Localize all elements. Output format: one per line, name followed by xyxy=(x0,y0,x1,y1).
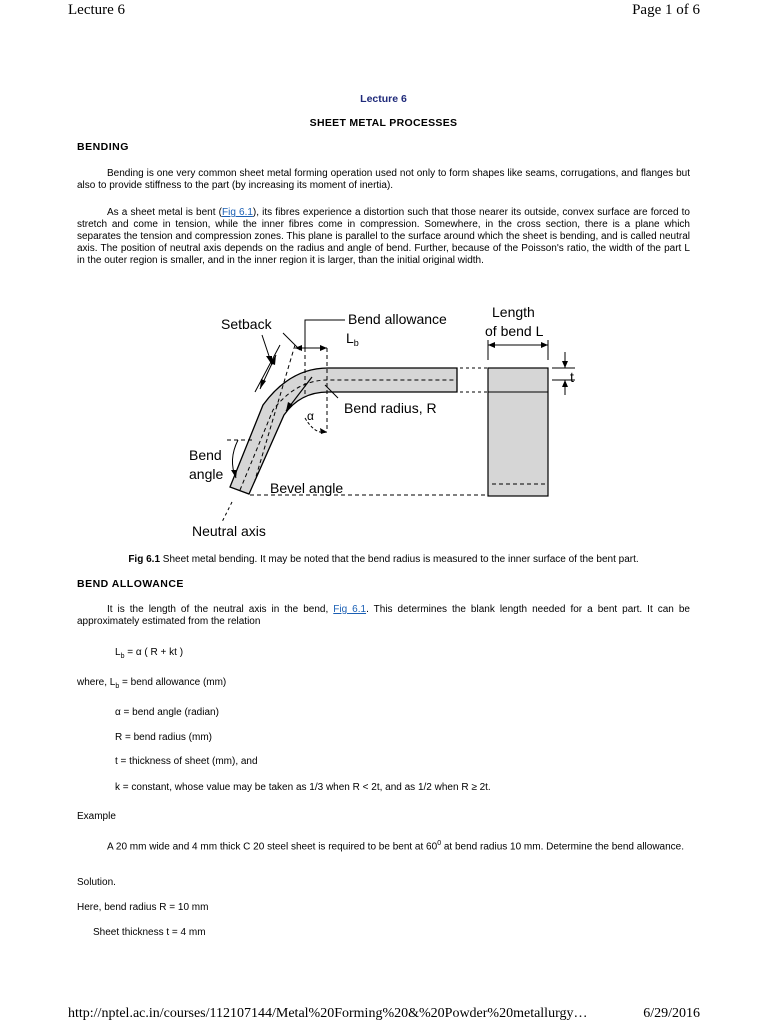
fig-6-1-link-2[interactable]: Fig 6.1 xyxy=(333,604,367,615)
where-definition: where, $L_b$ = bend allowance (mm) xyxy=(77,677,227,690)
label-bend-radius: Bend radius, R xyxy=(344,400,437,416)
label-lb: $L_b$ xyxy=(346,330,359,348)
def-t: t = thickness of sheet (mm), and xyxy=(115,756,258,767)
paragraph-bend-allowance xyxy=(77,604,690,628)
paragraph-neutral-axis xyxy=(77,207,690,267)
solution-line-1: Here, bend radius R = 10 mm xyxy=(77,902,209,913)
footer-url: http://nptel.ac.in/courses/112107144/Metal%20Forming%20&%20Powder%20metallurgy… xyxy=(68,1006,588,1021)
section-heading-bending: BENDING xyxy=(77,141,129,153)
lecture-title: Lecture 6 xyxy=(360,93,407,105)
label-bend-angle-2: angle xyxy=(189,466,224,482)
caption-label: Fig 6.1 xyxy=(128,554,161,565)
label-bend-angle-1: Bend xyxy=(189,447,222,463)
label-bevel-angle: Bevel angle xyxy=(270,480,344,496)
label-setback: Setback xyxy=(221,316,272,332)
label-length-line2: of bend L xyxy=(485,323,544,339)
label-bend-allowance: Bend allowance xyxy=(348,311,447,327)
text: ), its fibres experience a distortion such that those nearer its outside, convex surface are forced to stretch and come in tension, while the inner fibres come in compression. Somewhere, in the cross section, there is a plane which separates the tension and compression zones. This plane is parallel to the surface around which the sheet is bending, and is called neutral axis. The position of neutral axis depends on the radius and angle of bend. Further, because of the Poisson's ratio, the width of the part L in the outer region is smaller, and in the inner region it is larger, than the initial original width. xyxy=(77,207,690,266)
def-r: R = bend radius (mm) xyxy=(115,732,212,743)
footer-date: 6/29/2016 xyxy=(643,1006,700,1021)
figure-caption xyxy=(77,554,690,566)
header-left: Lecture 6 xyxy=(68,2,126,18)
fig-6-1-link[interactable]: Fig 6.1 xyxy=(221,207,253,218)
text: As a sheet metal is bent ( xyxy=(107,207,222,218)
header-page-number: Page 1 of 6 xyxy=(632,2,700,18)
example-label: Example xyxy=(77,811,116,822)
label-neutral-axis: Neutral axis xyxy=(192,523,266,539)
def-k: k = constant, whose value may be taken as 1/3 when R < 2t, and as 1/2 when R ≥ 2t. xyxy=(115,782,491,793)
chapter-title: SHEET METAL PROCESSES xyxy=(309,117,458,129)
solution-label: Solution. xyxy=(77,877,116,888)
section-heading-bend-allowance: BEND ALLOWANCE xyxy=(77,578,184,590)
solution-line-2: Sheet thickness t = 4 mm xyxy=(93,927,206,938)
text: It is the length of the neutral axis in the bend, xyxy=(107,604,334,615)
label-thickness: t xyxy=(570,369,574,385)
example-text: A 20 mm wide and 4 mm thick C 20 steel sheet is required to be bent at $60^0$ at bend radius 10 mm. Determine the bend allowance. xyxy=(107,840,685,853)
side-view-rectangle xyxy=(488,368,548,496)
text: . This determines the blank length needed for a bent part. It can be approximately estimated from the relation xyxy=(77,604,690,627)
caption-text: Sheet metal bending. It may be noted that the bend radius is measured to the inner surface of the bent part. xyxy=(160,554,639,565)
label-length-line1: Length xyxy=(492,304,535,320)
paragraph-bending-intro: Bending is one very common sheet metal forming operation used not only to form shapes like seams, corrugations, and flanges but also to provide stiffness to the part (by increasing its moment of inertia). xyxy=(77,168,690,191)
figure-sheet-metal-bending xyxy=(150,295,600,545)
def-alpha: α = bend angle (radian) xyxy=(115,707,219,718)
label-alpha: α xyxy=(307,409,314,423)
formula-bend-allowance: $L_b = \alpha$ ( R + kt ) xyxy=(115,647,184,660)
